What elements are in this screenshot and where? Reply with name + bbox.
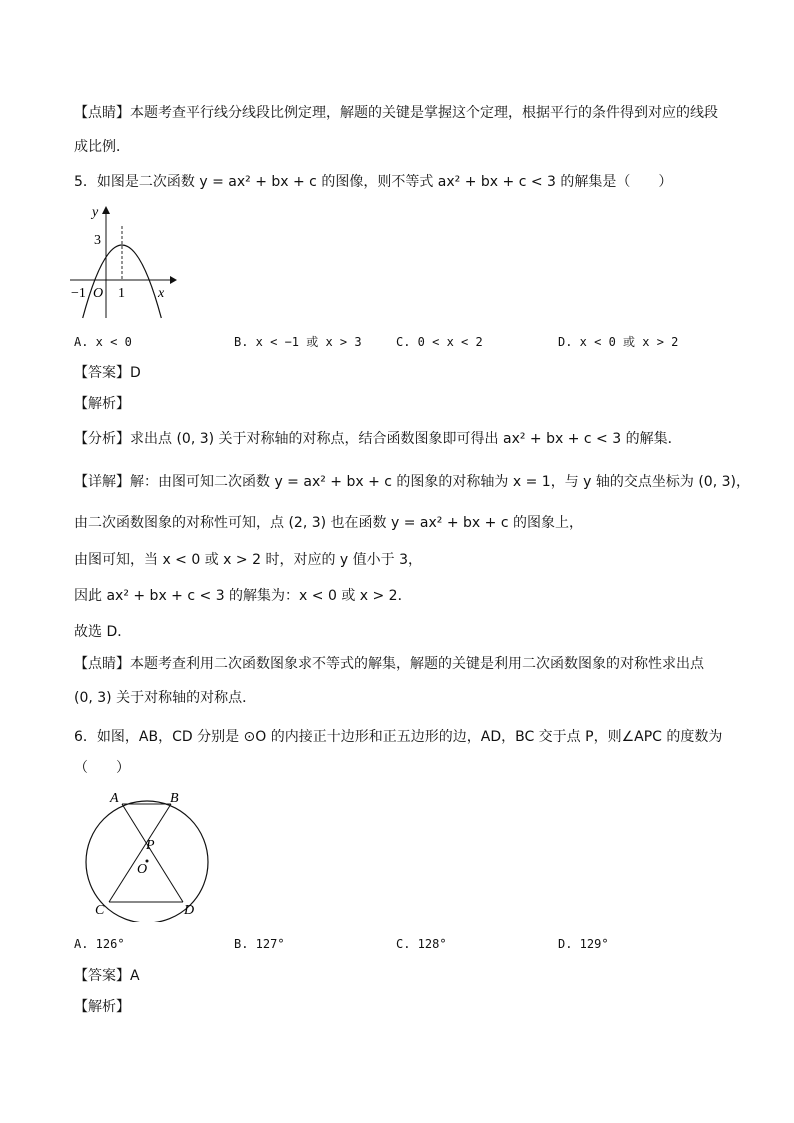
question-6-paren: （ ） <box>74 760 130 776</box>
q5-parabola-figure <box>66 200 178 320</box>
y-axis-label: y <box>92 205 99 220</box>
parabola-curve <box>83 245 162 318</box>
q6-option-c: C. 128° <box>396 937 447 951</box>
label-o: O <box>137 862 148 877</box>
q6-circle-figure <box>80 786 220 922</box>
detail-line-2: 由二次函数图象的对称性可知，点 (2, 3) 也在函数 y = ax² + bx + c 的图象上， <box>74 515 583 531</box>
label-b: B <box>170 791 179 806</box>
x-axis-arrow <box>170 276 177 284</box>
text-line-dianjing-1: 【点睛】本题考查平行线分线段比例定理，解题的关键是掌握这个定理，根据平行的条件得到对应的线段 <box>74 105 718 121</box>
detail-line-5: 故选 D． <box>74 624 132 640</box>
text-line-dianjing-1b: 成比例． <box>74 139 130 155</box>
label-origin: O <box>93 286 104 301</box>
jiexi-6: 【解析】 <box>74 999 130 1015</box>
answer-5: 【答案】D <box>74 365 141 381</box>
x-axis-label: x <box>158 286 165 301</box>
detail-line-3: 由图可知，当 x < 0 或 x > 2 时，对应的 y 值小于 3， <box>74 552 422 568</box>
jiexi-5: 【解析】 <box>74 396 130 412</box>
label-neg-one: −1 <box>71 286 86 301</box>
xiangjie-line: 【详解】解：由图可知二次函数 y = ax² + bx + c 的图象的对称轴为 x = 1，与 y 轴的交点坐标为 (0, 3)， <box>74 474 750 490</box>
label-p: P <box>146 838 155 853</box>
dianjing-2b: (0, 3) 关于对称轴的对称点． <box>74 690 257 706</box>
chord-bc <box>109 804 171 902</box>
q6-option-d: D. 129° <box>558 937 609 951</box>
dianjing-2a: 【点睛】本题考查利用二次函数图象求不等式的解集，解题的关键是利用二次函数图象的对称性求出点 <box>74 656 704 672</box>
q6-option-b: B. 127° <box>234 937 285 951</box>
fenxi-line: 【分析】求出点 (0, 3) 关于对称轴的对称点，结合函数图象即可得出 ax² + bx + c < 3 的解集． <box>74 431 682 447</box>
label-d: D <box>184 903 195 918</box>
q5-option-d: D. x < 0 或 x > 2 <box>558 335 679 349</box>
label-a: A <box>110 791 119 806</box>
q5-option-a: A. x < 0 <box>74 335 132 349</box>
label-one: 1 <box>118 286 125 301</box>
label-c: C <box>95 903 105 918</box>
q5-option-c: C. 0 < x < 2 <box>396 335 483 349</box>
chord-ad <box>122 804 183 902</box>
label-three: 3 <box>94 233 101 248</box>
answer-6: 【答案】A <box>74 968 140 984</box>
q5-option-b: B. x < −1 或 x > 3 <box>234 335 362 349</box>
question-5-stem: 5．如图是二次函数 y = ax² + bx + c 的图像，则不等式 ax² + bx + c < 3 的解集是（ ） <box>74 174 673 190</box>
y-axis-arrow <box>102 206 110 214</box>
question-6-stem: 6．如图，AB，CD 分别是 ⊙O 的内接正十边形和正五边形的边，AD，BC 交于点 P，则∠APC 的度数为 <box>74 729 723 745</box>
detail-line-4: 因此 ax² + bx + c < 3 的解集为：x < 0 或 x > 2． <box>74 588 412 604</box>
q6-option-a: A. 126° <box>74 937 125 951</box>
